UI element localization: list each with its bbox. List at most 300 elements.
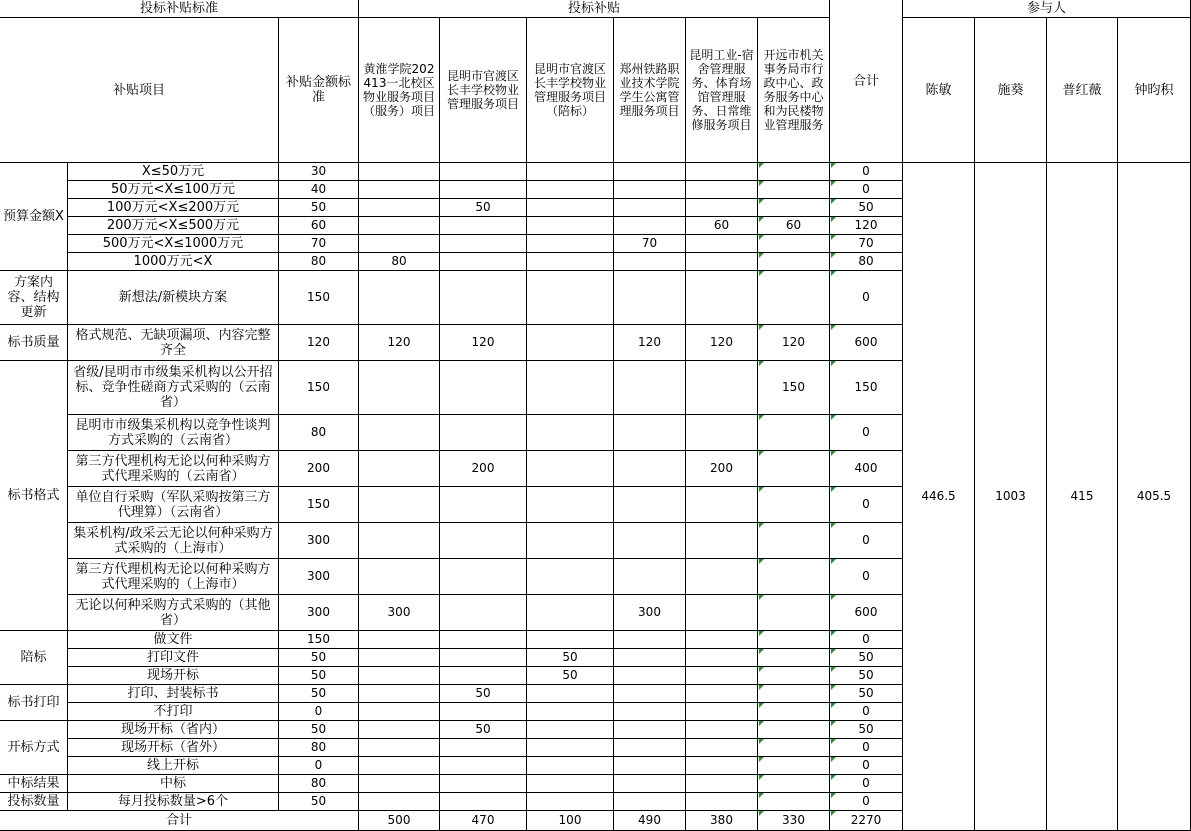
standard-amount[interactable]: 300 bbox=[279, 523, 359, 559]
standard-amount[interactable]: 300 bbox=[279, 595, 359, 631]
cell-comment-marker bbox=[759, 739, 764, 744]
standard-amount[interactable]: 120 bbox=[279, 325, 359, 361]
standard-amount[interactable]: 0 bbox=[279, 703, 359, 721]
project-value-cell[interactable] bbox=[758, 163, 830, 181]
category-cell[interactable]: 方案内容、结构更新 bbox=[0, 271, 68, 325]
project-value-cell[interactable] bbox=[614, 199, 686, 217]
item-label[interactable]: 集采机构/政采云无论以何种采购方式采购的（上海市） bbox=[68, 523, 279, 559]
project-value-cell[interactable] bbox=[527, 253, 614, 271]
project-value-cell[interactable] bbox=[758, 271, 830, 325]
project-value-cell[interactable]: 60 bbox=[758, 217, 830, 235]
standard-amount[interactable]: 200 bbox=[279, 451, 359, 487]
project-value-cell[interactable] bbox=[359, 703, 440, 721]
standard-amount[interactable]: 150 bbox=[279, 271, 359, 325]
row-total[interactable]: 0 bbox=[830, 559, 903, 595]
project-value-cell[interactable] bbox=[614, 775, 686, 793]
category-cell[interactable]: 开标方式 bbox=[0, 721, 68, 775]
project-value-cell[interactable] bbox=[359, 523, 440, 559]
project-value-cell[interactable] bbox=[359, 271, 440, 325]
project-value-cell[interactable]: 300 bbox=[359, 595, 440, 631]
project-value-cell[interactable] bbox=[527, 415, 614, 451]
project-value-cell[interactable] bbox=[359, 739, 440, 757]
project-value-cell[interactable] bbox=[359, 451, 440, 487]
footer-project-total[interactable]: 330 bbox=[758, 811, 830, 831]
standard-amount[interactable]: 0 bbox=[279, 757, 359, 775]
category-cell[interactable]: 中标结果 bbox=[0, 775, 68, 793]
cell-comment-marker bbox=[831, 181, 836, 186]
standard-amount[interactable]: 50 bbox=[279, 721, 359, 739]
item-label[interactable]: 线上开标 bbox=[68, 757, 279, 775]
standard-amount[interactable]: 300 bbox=[279, 559, 359, 595]
project-value-cell[interactable] bbox=[614, 559, 686, 595]
project-value-cell[interactable] bbox=[614, 793, 686, 811]
item-label[interactable]: 第三方代理机构无论以何种采购方式代理采购的（上海市） bbox=[68, 559, 279, 595]
project-value-cell[interactable] bbox=[527, 685, 614, 703]
cell-comment-marker bbox=[759, 649, 764, 654]
project-value-cell[interactable] bbox=[440, 235, 527, 253]
project-value-cell[interactable] bbox=[527, 451, 614, 487]
category-cell[interactable]: 标书质量 bbox=[0, 325, 68, 361]
project-value-cell[interactable] bbox=[686, 415, 758, 451]
row-total[interactable]: 50 bbox=[830, 721, 903, 739]
project-value-cell[interactable] bbox=[440, 649, 527, 667]
header-subsidy-item[interactable]: 补贴项目 bbox=[0, 18, 279, 163]
group-header-standard[interactable]: 投标补贴标准 bbox=[0, 0, 359, 18]
item-label[interactable]: 昆明市市级集采机构以竞争性谈判方式采购的（云南省） bbox=[68, 415, 279, 451]
footer-project-total[interactable]: 490 bbox=[614, 811, 686, 831]
item-label[interactable]: 现场开标 bbox=[68, 667, 279, 685]
cell-comment-marker bbox=[759, 235, 764, 240]
header-project-4[interactable]: 郑州铁路职业技术学院学生公寓管理服务项目 bbox=[614, 18, 686, 163]
project-value-cell[interactable] bbox=[359, 757, 440, 775]
project-value-cell[interactable] bbox=[758, 631, 830, 649]
project-value-cell[interactable] bbox=[527, 739, 614, 757]
cell-comment-marker bbox=[831, 325, 836, 330]
cell-comment-marker bbox=[831, 721, 836, 726]
project-value-cell[interactable] bbox=[359, 721, 440, 739]
project-value-cell[interactable] bbox=[686, 775, 758, 793]
project-value-cell[interactable] bbox=[440, 559, 527, 595]
row-total[interactable]: 0 bbox=[830, 415, 903, 451]
project-value-cell[interactable] bbox=[686, 271, 758, 325]
cell-comment-marker bbox=[759, 757, 764, 762]
item-label[interactable]: 100万元<X≤200万元 bbox=[68, 199, 279, 217]
standard-amount[interactable]: 150 bbox=[279, 631, 359, 649]
project-value-cell[interactable] bbox=[527, 361, 614, 415]
project-value-cell[interactable]: 120 bbox=[440, 325, 527, 361]
participant-name-4[interactable]: 钟昀积 bbox=[1118, 18, 1191, 163]
project-value-cell[interactable] bbox=[527, 523, 614, 559]
header-project-3[interactable]: 昆明市官渡区长丰学校物业管理服务项目（陪标） bbox=[527, 18, 614, 163]
cell-comment-marker bbox=[831, 415, 836, 420]
project-value-cell[interactable] bbox=[527, 721, 614, 739]
project-value-cell[interactable]: 50 bbox=[527, 667, 614, 685]
row-total[interactable]: 0 bbox=[830, 739, 903, 757]
project-value-cell[interactable]: 50 bbox=[527, 649, 614, 667]
header-subsidy-amount[interactable]: 补贴金额标准 bbox=[279, 18, 359, 163]
project-value-cell[interactable] bbox=[614, 667, 686, 685]
item-label[interactable]: 单位自行采购（军队采购按第三方代理算）（云南省） bbox=[68, 487, 279, 523]
project-value-cell[interactable] bbox=[686, 181, 758, 199]
project-value-cell[interactable] bbox=[440, 523, 527, 559]
standard-amount[interactable]: 50 bbox=[279, 685, 359, 703]
row-total[interactable]: 0 bbox=[830, 793, 903, 811]
project-value-cell[interactable] bbox=[527, 775, 614, 793]
cell-comment-marker bbox=[831, 523, 836, 528]
project-value-cell[interactable] bbox=[614, 703, 686, 721]
project-value-cell[interactable] bbox=[686, 685, 758, 703]
footer-grand-total[interactable]: 2270 bbox=[830, 811, 903, 831]
cell-comment-marker bbox=[759, 199, 764, 204]
footer-project-total[interactable]: 380 bbox=[686, 811, 758, 831]
project-value-cell[interactable] bbox=[440, 793, 527, 811]
row-total[interactable]: 0 bbox=[830, 631, 903, 649]
cell-comment-marker bbox=[759, 163, 764, 168]
project-value-cell[interactable]: 70 bbox=[614, 235, 686, 253]
header-project-6[interactable]: 开远市机关事务局市行政中心、政务服务中心和为民楼物业管理服务 bbox=[758, 18, 830, 163]
project-value-cell[interactable] bbox=[686, 649, 758, 667]
project-value-cell[interactable] bbox=[527, 793, 614, 811]
header-project-1[interactable]: 黄淮学院202413一北校区物业服务项目（服务）项目 bbox=[359, 18, 440, 163]
project-value-cell[interactable] bbox=[527, 235, 614, 253]
item-label[interactable]: 中标 bbox=[68, 775, 279, 793]
participant-amount-2[interactable]: 1003 bbox=[975, 163, 1047, 831]
category-cell[interactable]: 预算金额X bbox=[0, 163, 68, 271]
project-value-cell[interactable] bbox=[359, 235, 440, 253]
project-value-cell[interactable] bbox=[440, 217, 527, 235]
project-value-cell[interactable] bbox=[440, 739, 527, 757]
project-value-cell[interactable] bbox=[614, 181, 686, 199]
standard-amount[interactable]: 50 bbox=[279, 667, 359, 685]
standard-amount[interactable]: 50 bbox=[279, 649, 359, 667]
project-value-cell[interactable] bbox=[758, 775, 830, 793]
cell-comment-marker bbox=[831, 235, 836, 240]
project-value-cell[interactable] bbox=[686, 559, 758, 595]
cell-comment-marker bbox=[759, 559, 764, 564]
footer-project-total[interactable]: 100 bbox=[527, 811, 614, 831]
cell-comment-marker bbox=[831, 559, 836, 564]
item-label[interactable]: 500万元<X≤1000万元 bbox=[68, 235, 279, 253]
cell-comment-marker bbox=[759, 667, 764, 672]
project-value-cell[interactable] bbox=[527, 325, 614, 361]
project-value-cell[interactable]: 80 bbox=[359, 253, 440, 271]
project-value-cell[interactable]: 50 bbox=[440, 721, 527, 739]
row-total[interactable]: 150 bbox=[830, 361, 903, 415]
project-value-cell[interactable] bbox=[359, 631, 440, 649]
project-value-cell[interactable] bbox=[614, 721, 686, 739]
project-value-cell[interactable] bbox=[527, 487, 614, 523]
participant-amount-4[interactable]: 405.5 bbox=[1118, 163, 1191, 831]
project-value-cell[interactable]: 120 bbox=[686, 325, 758, 361]
cell-comment-marker bbox=[759, 775, 764, 780]
header-project-5[interactable]: 昆明工业-宿舍管理服务、体育场馆管理服务、日常维修服务项目 bbox=[686, 18, 758, 163]
item-label[interactable]: 第三方代理机构无论以何种采购方式代理采购的（云南省） bbox=[68, 451, 279, 487]
project-value-cell[interactable] bbox=[758, 523, 830, 559]
standard-amount[interactable]: 80 bbox=[279, 775, 359, 793]
project-value-cell[interactable]: 120 bbox=[614, 325, 686, 361]
project-value-cell[interactable] bbox=[440, 631, 527, 649]
project-value-cell[interactable] bbox=[614, 739, 686, 757]
item-label[interactable]: 不打印 bbox=[68, 703, 279, 721]
project-value-cell[interactable] bbox=[440, 667, 527, 685]
project-value-cell[interactable]: 120 bbox=[758, 325, 830, 361]
category-cell[interactable]: 投标数量 bbox=[0, 793, 68, 811]
project-value-cell[interactable] bbox=[614, 523, 686, 559]
project-value-cell[interactable]: 150 bbox=[758, 361, 830, 415]
item-label[interactable]: 200万元<X≤500万元 bbox=[68, 217, 279, 235]
group-header-bid-subsidy[interactable]: 投标补贴 bbox=[359, 0, 830, 18]
project-value-cell[interactable] bbox=[758, 595, 830, 631]
project-value-cell[interactable] bbox=[359, 649, 440, 667]
cell-comment-marker bbox=[831, 811, 836, 816]
project-value-cell[interactable] bbox=[614, 451, 686, 487]
row-total[interactable]: 50 bbox=[830, 685, 903, 703]
project-value-cell[interactable] bbox=[686, 235, 758, 253]
row-total[interactable]: 120 bbox=[830, 217, 903, 235]
cell-comment-marker bbox=[831, 739, 836, 744]
project-value-cell[interactable] bbox=[614, 685, 686, 703]
project-value-cell[interactable] bbox=[614, 271, 686, 325]
project-value-cell[interactable] bbox=[686, 757, 758, 775]
cell-comment-marker bbox=[831, 487, 836, 492]
category-cell[interactable]: 标书格式 bbox=[0, 361, 68, 631]
project-value-cell[interactable] bbox=[758, 793, 830, 811]
standard-amount[interactable]: 80 bbox=[279, 415, 359, 451]
project-value-cell[interactable] bbox=[440, 487, 527, 523]
project-value-cell[interactable] bbox=[758, 757, 830, 775]
row-total[interactable]: 80 bbox=[830, 253, 903, 271]
cell-comment-marker bbox=[831, 217, 836, 222]
project-value-cell[interactable] bbox=[527, 163, 614, 181]
project-value-cell[interactable] bbox=[758, 721, 830, 739]
item-label[interactable]: X≤50万元 bbox=[68, 163, 279, 181]
item-label[interactable]: 现场开标（省外） bbox=[68, 739, 279, 757]
project-value-cell[interactable] bbox=[440, 415, 527, 451]
category-cell[interactable]: 陪标 bbox=[0, 631, 68, 685]
row-total[interactable]: 50 bbox=[830, 199, 903, 217]
project-value-cell[interactable] bbox=[686, 523, 758, 559]
row-total[interactable]: 0 bbox=[830, 703, 903, 721]
project-value-cell[interactable]: 200 bbox=[440, 451, 527, 487]
project-value-cell[interactable] bbox=[758, 667, 830, 685]
project-value-cell[interactable]: 60 bbox=[686, 217, 758, 235]
cell-comment-marker bbox=[759, 217, 764, 222]
header-total[interactable]: 合计 bbox=[830, 0, 903, 163]
project-value-cell[interactable] bbox=[527, 703, 614, 721]
item-label[interactable]: 现场开标（省内） bbox=[68, 721, 279, 739]
project-value-cell[interactable] bbox=[359, 487, 440, 523]
project-value-cell[interactable] bbox=[440, 253, 527, 271]
cell-comment-marker bbox=[759, 325, 764, 330]
cell-comment-marker bbox=[831, 667, 836, 672]
project-value-cell[interactable] bbox=[686, 667, 758, 685]
item-label[interactable]: 1000万元<X bbox=[68, 253, 279, 271]
project-value-cell[interactable] bbox=[686, 163, 758, 181]
project-value-cell[interactable] bbox=[758, 253, 830, 271]
standard-amount[interactable]: 40 bbox=[279, 181, 359, 199]
project-value-cell[interactable] bbox=[614, 163, 686, 181]
project-value-cell[interactable] bbox=[440, 181, 527, 199]
project-value-cell[interactable] bbox=[359, 181, 440, 199]
item-label[interactable]: 新想法/新模块方案 bbox=[68, 271, 279, 325]
row-total[interactable]: 0 bbox=[830, 487, 903, 523]
project-value-cell[interactable] bbox=[359, 361, 440, 415]
project-value-cell[interactable] bbox=[686, 631, 758, 649]
project-value-cell[interactable] bbox=[758, 415, 830, 451]
cell-comment-marker bbox=[831, 703, 836, 708]
project-value-cell[interactable] bbox=[686, 361, 758, 415]
row-total[interactable]: 0 bbox=[830, 271, 903, 325]
participant-name-1[interactable]: 陈敏 bbox=[903, 18, 975, 163]
project-value-cell[interactable] bbox=[440, 775, 527, 793]
cell-comment-marker bbox=[831, 649, 836, 654]
project-value-cell[interactable]: 200 bbox=[686, 451, 758, 487]
cell-comment-marker bbox=[759, 271, 764, 276]
row-total[interactable]: 0 bbox=[830, 181, 903, 199]
project-value-cell[interactable] bbox=[614, 217, 686, 235]
cell-comment-marker bbox=[759, 181, 764, 186]
project-value-cell[interactable] bbox=[359, 685, 440, 703]
project-value-cell[interactable] bbox=[359, 199, 440, 217]
cell-comment-marker bbox=[831, 163, 836, 168]
item-label[interactable]: 50万元<X≤100万元 bbox=[68, 181, 279, 199]
standard-amount[interactable]: 80 bbox=[279, 253, 359, 271]
project-value-cell[interactable] bbox=[527, 181, 614, 199]
row-total[interactable]: 0 bbox=[830, 775, 903, 793]
standard-amount[interactable]: 70 bbox=[279, 235, 359, 253]
participant-amount-1[interactable]: 446.5 bbox=[903, 163, 975, 831]
project-value-cell[interactable] bbox=[614, 631, 686, 649]
project-value-cell[interactable] bbox=[359, 217, 440, 235]
standard-amount[interactable]: 50 bbox=[279, 793, 359, 811]
participant-amount-3[interactable]: 415 bbox=[1047, 163, 1118, 831]
footer-label[interactable]: 合计 bbox=[0, 811, 359, 831]
project-value-cell[interactable] bbox=[758, 649, 830, 667]
project-value-cell[interactable] bbox=[686, 199, 758, 217]
standard-amount[interactable]: 150 bbox=[279, 361, 359, 415]
project-value-cell[interactable] bbox=[686, 721, 758, 739]
item-label[interactable]: 格式规范、无缺项漏项、内容完整齐全 bbox=[68, 325, 279, 361]
standard-amount[interactable]: 50 bbox=[279, 199, 359, 217]
project-value-cell[interactable] bbox=[527, 757, 614, 775]
footer-project-total[interactable]: 470 bbox=[440, 811, 527, 831]
project-value-cell[interactable] bbox=[527, 595, 614, 631]
item-label[interactable]: 打印、封装标书 bbox=[68, 685, 279, 703]
project-value-cell[interactable] bbox=[359, 793, 440, 811]
project-value-cell[interactable] bbox=[686, 793, 758, 811]
project-value-cell[interactable] bbox=[758, 739, 830, 757]
header-project-2[interactable]: 昆明市官渡区长丰学校物业管理服务项目 bbox=[440, 18, 527, 163]
group-header-participants[interactable]: 参与人 bbox=[903, 0, 1191, 18]
cell-comment-marker bbox=[831, 685, 836, 690]
project-value-cell[interactable] bbox=[614, 757, 686, 775]
project-value-cell[interactable]: 300 bbox=[614, 595, 686, 631]
standard-amount[interactable]: 60 bbox=[279, 217, 359, 235]
item-label[interactable]: 打印文件 bbox=[68, 649, 279, 667]
item-label[interactable]: 无论以何种采购方式采购的（其他省） bbox=[68, 595, 279, 631]
item-label[interactable]: 省级/昆明市市级集采机构以公开招标、竞争性磋商方式采购的（云南省） bbox=[68, 361, 279, 415]
cell-comment-marker bbox=[759, 487, 764, 492]
project-value-cell[interactable] bbox=[440, 703, 527, 721]
project-value-cell[interactable] bbox=[758, 451, 830, 487]
project-value-cell[interactable] bbox=[527, 199, 614, 217]
project-value-cell[interactable] bbox=[359, 163, 440, 181]
row-total[interactable]: 50 bbox=[830, 667, 903, 685]
project-value-cell[interactable] bbox=[758, 685, 830, 703]
project-value-cell[interactable] bbox=[686, 739, 758, 757]
project-value-cell[interactable] bbox=[758, 235, 830, 253]
project-value-cell[interactable] bbox=[686, 487, 758, 523]
cell-comment-marker bbox=[759, 451, 764, 456]
project-value-cell[interactable] bbox=[440, 163, 527, 181]
project-value-cell[interactable] bbox=[440, 757, 527, 775]
project-value-cell[interactable] bbox=[758, 487, 830, 523]
project-value-cell[interactable] bbox=[686, 595, 758, 631]
cell-comment-marker bbox=[759, 721, 764, 726]
row-total[interactable]: 50 bbox=[830, 649, 903, 667]
participant-name-2[interactable]: 施葵 bbox=[975, 18, 1047, 163]
project-value-cell[interactable] bbox=[614, 649, 686, 667]
cell-comment-marker bbox=[759, 361, 764, 366]
cell-comment-marker bbox=[831, 757, 836, 762]
project-value-cell[interactable] bbox=[359, 775, 440, 793]
project-value-cell[interactable] bbox=[527, 559, 614, 595]
project-value-cell[interactable] bbox=[440, 595, 527, 631]
standard-amount[interactable]: 80 bbox=[279, 739, 359, 757]
project-value-cell[interactable] bbox=[527, 271, 614, 325]
project-value-cell[interactable] bbox=[614, 415, 686, 451]
project-value-cell[interactable] bbox=[440, 271, 527, 325]
row-total[interactable]: 0 bbox=[830, 523, 903, 559]
category-cell[interactable]: 标书打印 bbox=[0, 685, 68, 721]
row-total[interactable]: 600 bbox=[830, 325, 903, 361]
standard-amount[interactable]: 30 bbox=[279, 163, 359, 181]
project-value-cell[interactable] bbox=[614, 361, 686, 415]
cell-comment-marker bbox=[831, 451, 836, 456]
project-value-cell[interactable] bbox=[614, 487, 686, 523]
cell-comment-marker bbox=[759, 523, 764, 528]
project-value-cell[interactable] bbox=[758, 199, 830, 217]
row-total[interactable]: 600 bbox=[830, 595, 903, 631]
project-value-cell[interactable]: 50 bbox=[440, 685, 527, 703]
project-value-cell[interactable]: 50 bbox=[440, 199, 527, 217]
project-value-cell[interactable] bbox=[359, 667, 440, 685]
participant-name-3[interactable]: 普红薇 bbox=[1047, 18, 1118, 163]
cell-comment-marker bbox=[831, 631, 836, 636]
row-total[interactable]: 400 bbox=[830, 451, 903, 487]
project-value-cell[interactable] bbox=[614, 253, 686, 271]
footer-project-total[interactable]: 500 bbox=[359, 811, 440, 831]
project-value-cell[interactable]: 120 bbox=[359, 325, 440, 361]
row-total[interactable]: 0 bbox=[830, 757, 903, 775]
project-value-cell[interactable] bbox=[527, 631, 614, 649]
row-total[interactable]: 0 bbox=[830, 163, 903, 181]
project-value-cell[interactable] bbox=[359, 415, 440, 451]
project-value-cell[interactable] bbox=[527, 217, 614, 235]
project-value-cell[interactable] bbox=[686, 253, 758, 271]
project-value-cell[interactable] bbox=[758, 181, 830, 199]
project-value-cell[interactable] bbox=[758, 703, 830, 721]
project-value-cell[interactable] bbox=[686, 703, 758, 721]
project-value-cell[interactable] bbox=[758, 559, 830, 595]
standard-amount[interactable]: 150 bbox=[279, 487, 359, 523]
project-value-cell[interactable] bbox=[359, 559, 440, 595]
project-value-cell[interactable] bbox=[440, 361, 527, 415]
row-total[interactable]: 70 bbox=[830, 235, 903, 253]
item-label[interactable]: 做文件 bbox=[68, 631, 279, 649]
cell-comment-marker bbox=[759, 415, 764, 420]
item-label[interactable]: 每月投标数量>6个 bbox=[68, 793, 279, 811]
